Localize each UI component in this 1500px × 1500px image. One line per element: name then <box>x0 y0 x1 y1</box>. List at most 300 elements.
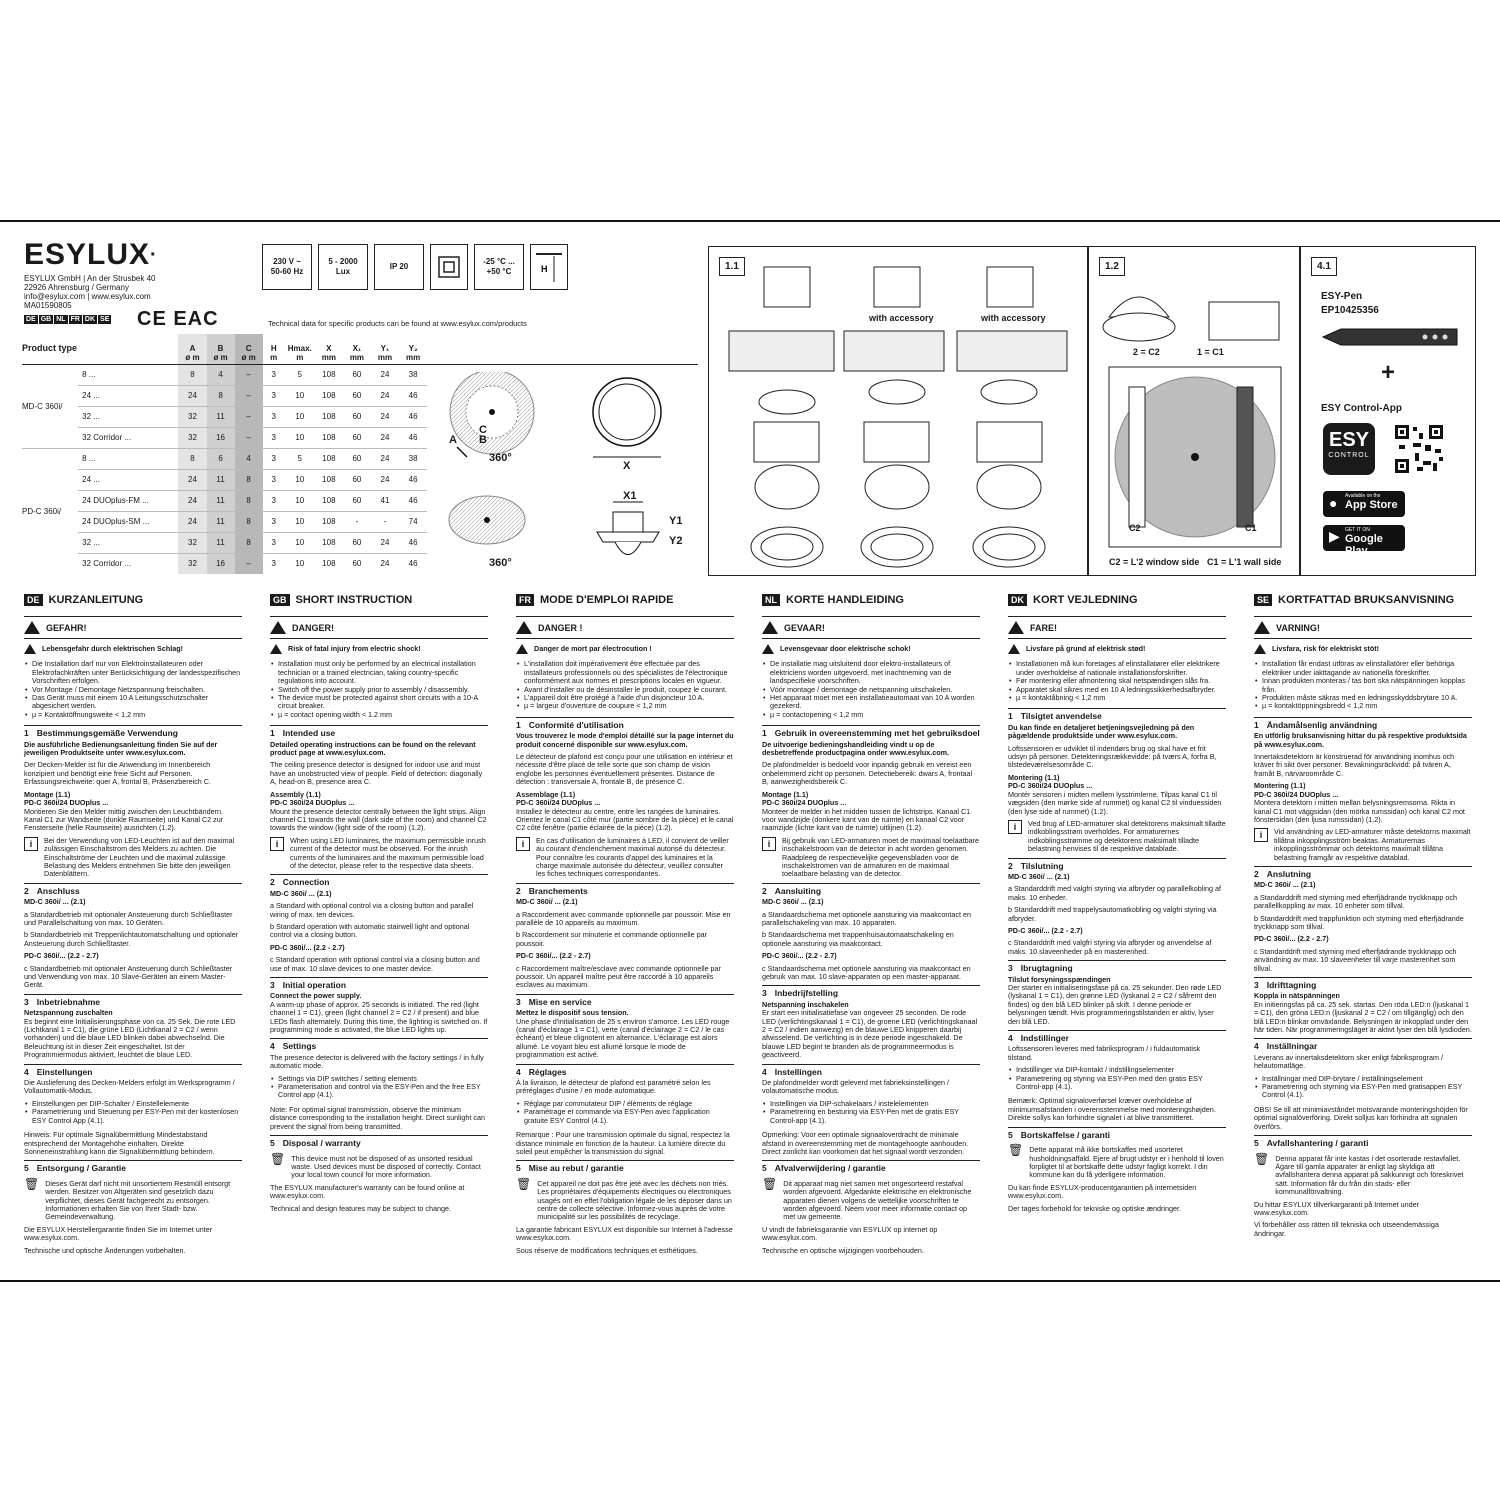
table-cell: 24 <box>178 490 206 511</box>
with-accessory-label-2: with accessory <box>981 313 1046 323</box>
c1-mapping: 1 = C1 <box>1197 347 1224 357</box>
electric-warning-icon <box>1254 644 1266 654</box>
danger-banner: DANGER! <box>270 616 488 639</box>
table-cell: 10 <box>285 469 315 490</box>
panel-number: 1.1 <box>719 257 745 276</box>
manual-note: Die ausführliche Bedienungsanleitung finden Sie auf der jeweiligen Produktseite unter www.esylux.com. <box>24 739 218 758</box>
product-label: PD-C 360i/24 DUOplus ... <box>24 798 109 808</box>
table-cell: 11 <box>207 490 235 511</box>
settings-list <box>762 1100 980 1125</box>
info-note: i En cas d'utilisation de luminaires à LED, il convient de veiller au courant d'enclenchement maximal autorisé du détecteur. Pour connaître les courants d'appel des luminaires et la charge maximale autorisée du détecteur, veuillez consulter les fiches techniques correspondantes. <box>516 837 734 879</box>
esy-control-app-label: ESY Control-App <box>1321 403 1402 414</box>
product-label: MD-C 360i/ ... (2.1) <box>762 897 824 907</box>
crossed-bin-icon: 🗑 <box>1008 1143 1024 1158</box>
protection-class-icon <box>430 244 468 290</box>
settings-list <box>1008 1066 1226 1091</box>
column-heading <box>1008 594 1226 606</box>
bullet-item: • L'appareil doit être protégé à l'aide d'un disjoncteur 10 A. <box>516 694 734 702</box>
esy-pen-icon <box>1321 325 1461 349</box>
usage-text: Loftssensoren er udviklet til indendørs brug og skal have et frit udsyn på personer. Detekteringsrækkevidde: på tværs A, forfra B, tilstedeværelsesområde C. <box>1008 743 1217 770</box>
section-heading: 5 Entsorgung / Garantie <box>24 1160 242 1175</box>
signal-note: Bemærk: Optimal signaloverførsel kræver overholdelse af minimumsafstanden i overensstemmelse med monteringshøjden. Direkte sollys kan forhindre signalet i at blive transmitteret. <box>1008 1096 1216 1123</box>
assembly-label: Montering (1.1) <box>1008 772 1060 782</box>
section-heading: 1 Bestimmungsgemäße Verwendung <box>24 725 242 740</box>
col-c: C ø m <box>235 334 263 364</box>
shock-warning: Livsfare på grund af elektrisk stød! <box>1008 644 1226 654</box>
column-heading <box>24 594 242 606</box>
language-code: NL <box>762 594 780 606</box>
table-cell: 60 <box>343 364 371 385</box>
connection-option: a Standardbetrieb mit optionaler Ansteuerung durch Schließtaster und Parallelschaltung von max. 10 Geräten. <box>24 909 233 927</box>
section-heading: 5 Mise au rebut / garantie <box>516 1160 734 1175</box>
table-cell: 11 <box>207 511 235 532</box>
language-code: DE <box>26 316 36 323</box>
crossed-bin-icon: 🗑 <box>1254 1151 1270 1166</box>
col-x1: X₁ mm <box>343 334 371 364</box>
table-cell: 60 <box>343 427 371 448</box>
section-heading: 4 Réglages <box>516 1064 734 1079</box>
column-title: KURZANLEITUNG <box>48 594 144 606</box>
label-360-bottom: 360° <box>489 557 512 569</box>
table-cell: 8 <box>178 364 206 385</box>
power-on-label: Tilslut forsyningsspændingen <box>1008 974 1111 984</box>
table-cell: 60 <box>343 532 371 553</box>
table-cell: 108 <box>315 364 343 385</box>
info-icon: i <box>762 837 776 851</box>
label-b: B <box>479 434 487 446</box>
disposal-note: 🗑 Dit apparaat mag niet samen met ongesorteerd restafval worden afgevoerd. Afgedankte elektrische en elektronische apparaten dienen volgens de wettelijke voorschriften te worden afgevoerd. Neem voor meer informatie contact op met uw gemeente. <box>762 1176 972 1222</box>
changes-note: Sous réserve de modifications techniques et esthétiques. <box>516 1245 698 1255</box>
safety-list <box>1254 660 1472 710</box>
table-cell: 32 <box>178 553 206 574</box>
startup-text: Es beginnt eine Initialisierungsphase von ca. 25 Sek. Die rote LED (Lichtkanal 1 = C1), die grüne LED (Lichtkanal 2 = C2 / wenn vorhanden) und die blaue LED blinken dabei abwechselnd. Die Beleuchtung ist in dieser Zeit eingeschaltet. Ist der Programmiermodus aktiviert, leuchtet die blaue LED. <box>24 1016 236 1060</box>
connection-option: a Standaardschema met optionele aansturing via maakcontact en parallelschakeling van max. 10 apparaten. <box>762 909 971 927</box>
warranty-text: The ESYLUX manufacturer's warranty can be found online at www.esylux.com. <box>270 1182 465 1201</box>
product-label: PD-C 360i/24 DUOplus ... <box>516 798 601 808</box>
product-family: MD-C 360i/ <box>22 364 78 448</box>
product-label: PD-C 360i/... (2.2 - 2.7) <box>24 951 99 961</box>
assembly-label: Assemblage (1.1) <box>516 789 576 799</box>
table-cell: 41 <box>371 490 399 511</box>
product-label: MD-C 360i/ ... (2.1) <box>1254 880 1316 890</box>
connection-option: c Raccordement maître/esclave avec commande optionnelle par poussoir. Un appareil maître peut être raccordé à 10 appareils esclaves au maximum. <box>516 963 721 990</box>
safety-list <box>1008 660 1226 702</box>
column-heading <box>1254 594 1472 606</box>
section-heading: 5 Bortskaffelse / garanti <box>1008 1127 1226 1142</box>
panel-number: 1.2 <box>1099 257 1125 276</box>
table-cell: 5 <box>285 364 315 385</box>
table-cell: 24 DUOplus-FM ... <box>78 490 178 511</box>
product-label: MD-C 360i/ ... (2.1) <box>270 888 332 898</box>
manual-note: Vous trouverez le mode d'emploi détaillé sur la page internet du produit concerné disponible sur www.esylux.com. <box>516 731 734 749</box>
product-label: PD-C 360i/... (2.2 - 2.7) <box>762 951 837 961</box>
table-cell: 11 <box>207 532 235 553</box>
panel-number: 4.1 <box>1311 257 1337 276</box>
table-cell: 8 <box>235 490 263 511</box>
info-note: i Bij gebruik van LED-armaturen moet de maximaal toelaatbare inschakelstroom van de detector in acht worden genomen. Raadpleeg de respectievelijke gegevensbladen voor de inschakelstromen van de armaturen en de maximaal toelaatbare belasting van de detector. <box>762 837 980 879</box>
section-heading: 4 Instellingen <box>762 1064 980 1079</box>
section-heading: 3 Initial operation <box>270 977 488 992</box>
table-cell: 3 <box>263 490 285 511</box>
manual-note: Detailed operating instructions can be found on the relevant product page at www.esylux.com. <box>270 739 476 758</box>
connection-option: c Standardbetrieb mit optionaler Ansteuerung durch Schließtaster und Verwendung von max. 10 Slave-Geräten an einem Master-Gerät. <box>24 963 233 990</box>
bullet-item: • µ = contact opening width < 1.2 mm <box>270 711 488 719</box>
settings-text: Loftssensoren leveres med fabriksprogram / i fuldautomatisk tilstand. <box>1008 1044 1201 1062</box>
column-title: KORTFATTAD BRUKSANVISNING <box>1278 594 1455 606</box>
crossed-bin-icon: 🗑 <box>24 1176 40 1191</box>
language-code: NL <box>56 316 66 323</box>
section-heading: 2 Branchements <box>516 883 734 898</box>
section-heading: 2 Anschluss <box>24 883 242 898</box>
table-cell: 32 <box>178 532 206 553</box>
table-cell: 6 <box>207 448 235 469</box>
wall-side-label: C1 = L'1 wall side <box>1207 557 1282 567</box>
language-column-dk <box>1008 594 1226 1259</box>
changes-note: Technische en optische wijzigingen voorbehouden. <box>762 1245 924 1255</box>
electric-warning-icon <box>1008 644 1020 654</box>
safety-list <box>762 660 980 719</box>
warning-icon <box>762 621 778 634</box>
qr-code-icon <box>1393 423 1445 475</box>
power-on-label: Koppla in nätspänningen <box>1254 991 1340 1001</box>
warning-icon <box>516 621 532 634</box>
table-cell: 8 ... <box>78 448 178 469</box>
product-label: PD-C 360i/24 DUOplus ... <box>1008 781 1093 791</box>
c1-label: C1 <box>1245 523 1257 533</box>
disposal-note: 🗑 Dieses Gerät darf nicht mit unsortiertem Restmüll entsorgt werden. Besitzer von Altgeräten sind gesetzlich dazu verpflichtet, dieses Gerät fachgerecht zu entsorgen. Informationen erhalten Sie von Ihrer Stadt- bzw. Gemeindeverwaltung. <box>24 1176 231 1222</box>
settings-item: • Indstillinger via DIP-kontakt / indstillingselementer <box>1008 1066 1226 1074</box>
danger-banner: GEVAAR! <box>762 616 980 639</box>
column-title: SHORT INSTRUCTION <box>295 594 413 606</box>
shock-warning: Lebensgefahr durch elektrischen Schlag! <box>24 644 242 654</box>
table-cell: – <box>235 553 263 574</box>
table-cell: – <box>235 427 263 448</box>
warranty-text: Die ESYLUX Herstellergarantie finden Sie im Internet unter www.esylux.com. <box>24 1224 213 1243</box>
column-title: KORTE HANDLEIDING <box>786 594 904 606</box>
connection-option: c Standard operation with optional control via a closing button and use of max. 10 slave devices to one master device. <box>270 955 480 973</box>
table-cell: 46 <box>399 385 427 406</box>
table-cell: 24 <box>178 511 206 532</box>
esylux-logo: ESYLUX· <box>24 238 158 271</box>
bullet-item: • µ = largeur d'ouverture de coupure < 1,2 mm <box>516 702 734 710</box>
table-cell: 108 <box>315 490 343 511</box>
table-cell: 8 <box>235 532 263 553</box>
settings-item: • Réglage par commutateur DIP / éléments de réglage <box>516 1100 734 1108</box>
app-store-badge[interactable]: ● Available on the App Store <box>1323 491 1405 517</box>
column-title: KORT VEJLEDNING <box>1033 594 1138 606</box>
table-cell: 5 <box>285 448 315 469</box>
plus-sign: + <box>1381 359 1396 386</box>
column-heading <box>270 594 488 606</box>
panel-orientation <box>1088 246 1300 576</box>
section-heading: 3 Inbetriebnahme <box>24 994 242 1009</box>
detection-diagrams <box>447 372 697 572</box>
connection-option: b Standarddrift med trappelysautomatkobling og valgfri styring via afbryder. <box>1008 905 1217 923</box>
table-cell: 108 <box>315 553 343 574</box>
settings-item: • Settings via DIP switches / setting elements <box>270 1075 488 1083</box>
table-cell: 46 <box>399 532 427 553</box>
connection-option: a Raccordement avec commande optionnelle par poussoir. Mise en parallèle de 10 appareils au maximum. <box>516 909 731 927</box>
bullet-item: • The device must be protected against short circuits with a 10-A circuit breaker. <box>270 694 488 711</box>
changes-note: Der tages forbehold for tekniske og optiske ændringer. <box>1008 1203 1181 1213</box>
c2-label: C2 <box>1129 523 1141 533</box>
table-cell: 8 <box>178 448 206 469</box>
bullet-item: • Installation must only be performed by an electrical installation technician or a trained electrician, taking country-specific regulations into account. <box>270 660 488 685</box>
assembly-text: Monteer de melder in het midden tussen de lichtstrips. Kanaal C1 voor wandzijde (donkere kant van de ruimte) en kanaal C2 voor raamzijde (lichte kant van de ruimte) uitlijnen (1.2). <box>762 806 971 833</box>
table-cell: 3 <box>263 553 285 574</box>
info-icon: i <box>270 837 284 851</box>
settings-item: • Parametrering en besturing via ESY-Pen met de gratis ESY Control-app (4.1). <box>762 1108 980 1125</box>
connection-option: a Standarddrift med valgfri styring via afbryder og parallelkobling af maks. 10 enheder. <box>1008 884 1221 902</box>
product-label: PD-C 360i/24 DUOplus ... <box>762 798 847 808</box>
table-cell: 11 <box>207 469 235 490</box>
table-cell: 24 <box>371 553 399 574</box>
bullet-item: • Het apparaat moet met een installatieautomaat van 10 A worden gezekerd. <box>762 694 980 711</box>
info-icon: i <box>1254 828 1268 842</box>
assembly-label: Assembly (1.1) <box>270 789 321 799</box>
bullet-item: • µ = kontaktöppningsbredd < 1,2 mm <box>1254 702 1472 710</box>
warranty-text: U vindt de fabrieksgarantie van ESYLUX op internet op www.esylux.com. <box>762 1224 938 1243</box>
table-cell: 108 <box>315 469 343 490</box>
connection-option: b Standard operation with automatic stairwell light and optional control via a closing button. <box>270 921 470 940</box>
product-label: PD-C 360i/... (2.2 - 2.7) <box>270 942 345 952</box>
language-column-fr <box>516 594 734 1259</box>
info-icon: i <box>516 837 530 851</box>
table-cell: 24 <box>371 469 399 490</box>
manual-note: De uitvoerige bedieningshandleiding vindt u op de desbetreffende productpagina onder www.esylux.com. <box>762 739 950 758</box>
language-code: GB <box>270 594 290 606</box>
section-heading: 5 Disposal / warranty <box>270 1135 488 1150</box>
startup-text: En initieringsfas på ca. 25 sek. startas. Den röda LED:n (ljuskanal 1 = C1), den gröna LED:n (ljuskanal 2 = C2 / om tillgänglig) och den blå LED:n blinkar omväxlande. Belysningen är inkopplad under den här tiden. När programmeringsläget är aktivt lyser den blå lysdioden. <box>1254 999 1472 1035</box>
table-cell: 16 <box>207 427 235 448</box>
table-cell: 3 <box>263 427 285 448</box>
table-cell: 24 DUOplus-SM ... <box>78 511 178 532</box>
play-icon: ▶ <box>1329 528 1340 544</box>
settings-list <box>270 1075 488 1100</box>
table-cell: – <box>235 364 263 385</box>
table-cell: 24 <box>178 469 206 490</box>
warning-icon <box>1008 621 1024 634</box>
info-note: i Bei der Verwendung von LED-Leuchten ist auf den maximal zulässigen Einschaltstrom des Melders zu achten. Die Einschaltströme der Leuchten und die maximal zulässige Belastung des Melders entnehmen Sie bitte den jeweiligen Datenblättern. <box>24 837 242 879</box>
language-column-nl <box>762 594 980 1259</box>
bullet-item: • Vóór montage / demontage de netspanning uitschakelen. <box>762 686 980 694</box>
table-cell: 10 <box>285 427 315 448</box>
connection-option: b Raccordement sur minuterie et commande optionnelle par poussoir. <box>516 930 707 948</box>
col-a: A ø m <box>178 334 206 364</box>
table-cell: - <box>371 511 399 532</box>
table-cell: 108 <box>315 385 343 406</box>
settings-item: • Paramétrage et commande via ESY-Pen avec l'application gratuite ESY Control (4.1). <box>516 1108 734 1125</box>
language-code: GB <box>40 316 52 323</box>
table-cell: 46 <box>399 490 427 511</box>
info-icon: i <box>24 837 38 851</box>
electric-warning-icon <box>516 644 528 654</box>
table-cell: 4 <box>235 448 263 469</box>
table-cell: 3 <box>263 532 285 553</box>
settings-item: • Inställningar med DIP-brytare / inställningselement <box>1254 1075 1472 1083</box>
bullet-item: • µ = contactopening < 1,2 mm <box>762 711 980 719</box>
info-note: i Ved brug af LED-armaturer skal detektorens maksimalt tilladte indkoblingsstrøm overholdes. For armaturernes indkoblingsstrømme og detektorens maksimalt tilladte belastning henvises til de respektive datablade. <box>1008 820 1226 854</box>
danger-banner: FARE! <box>1008 616 1226 639</box>
language-column-de <box>24 594 242 1259</box>
product-label: PD-C 360i/24 DUOplus ... <box>1254 789 1339 799</box>
table-cell: 3 <box>263 364 285 385</box>
electric-warning-icon <box>762 644 774 654</box>
table-cell: 16 <box>207 553 235 574</box>
voltage-spec: 230 V ~ 50-60 Hz <box>262 244 312 290</box>
with-accessory-label-1: with accessory <box>869 313 934 323</box>
signal-note: Note: For optimal signal transmission, observe the minimum distance corresponding to the installation height. Direct sunlight can prevent the signal from being transmitted. <box>270 1104 485 1131</box>
bullet-item: • Apparatet skal sikres med en 10 A ledningssikkerhedsafbryder. <box>1008 686 1226 694</box>
section-heading: 2 Tilslutning <box>1008 858 1226 873</box>
section-heading: 4 Einstellungen <box>24 1064 242 1079</box>
label-y2: Y2 <box>669 535 683 547</box>
apple-icon: ● <box>1329 495 1338 511</box>
section-heading: 3 Ibrugtagning <box>1008 960 1226 975</box>
table-cell: 3 <box>263 448 285 469</box>
table-cell: 24 <box>178 385 206 406</box>
disposal-note: 🗑 Cet appareil ne doit pas être jeté avec les déchets non triés. Les propriétaires d'équipements électriques ou électroniques usagés ont en effet l'obligation légale de les déposer dans un centre de collecte sélective. Informez-vous auprès de votre municipalité sur les possibilités de recyclage. <box>516 1176 732 1222</box>
c2-mapping: 2 = C2 <box>1133 347 1160 357</box>
startup-text: Une phase d'initialisation de 25 s environ s'amorce. Les LED rouge (canal d'éclairage 1 = C1), verte (canal d'éclairage 2 = C2 / le cas échéant) et bleue clignotent en alternance. L'éclairage est alors allumé. Le voyant bleu est allumé lorsque le mode de programmation est activé. <box>516 1016 730 1060</box>
section-heading: 2 Anslutning <box>1254 866 1472 881</box>
section-heading: 1 Tilsigtet anvendelse <box>1008 708 1226 723</box>
column-heading <box>516 594 734 606</box>
disposal-note: 🗑 Dette apparat må ikke bortskaffes med usorteret husholdningsaffald. Ejere af brugt udstyr er i henhold til loven forpligtet til at bortskaffe dette udstyr fagligt korrekt. I din kommune kan du få yderligere information. <box>1008 1143 1224 1180</box>
table-cell: 108 <box>315 511 343 532</box>
table-cell: 24 <box>371 448 399 469</box>
table-cell: 4 <box>207 364 235 385</box>
table-cell: 60 <box>343 448 371 469</box>
power-on-label: Netspanning inschakelen <box>762 999 849 1009</box>
section-heading: 1 Intended use <box>270 725 488 740</box>
table-cell: 32 ... <box>78 406 178 427</box>
connection-option: c Standarddrift med valgfri styring via afbryder og anvendelse af maks. 10 slaveenheder på en masterenhed. <box>1008 938 1212 956</box>
electric-warning-icon <box>270 644 282 654</box>
section-heading: 4 Inställningar <box>1254 1038 1472 1053</box>
esy-pen-label: ESY-Pen <box>1321 291 1363 302</box>
window-side-label: C2 = L'2 window side <box>1109 557 1200 567</box>
settings-list <box>1254 1075 1472 1100</box>
section-heading: 4 Settings <box>270 1038 488 1053</box>
shock-warning: Livsfara, risk för elektriskt stöt! <box>1254 644 1472 654</box>
language-column-gb <box>270 594 488 1259</box>
warning-icon <box>1254 621 1270 634</box>
crossed-bin-icon: 🗑 <box>516 1176 532 1191</box>
danger-banner: VARNING! <box>1254 616 1472 639</box>
table-cell: 8 <box>207 385 235 406</box>
table-cell: 32 <box>178 406 206 427</box>
bullet-item: • L'installation doit impérativement être effectuée par des installateurs professionnels ou des spécialistes de l'électronique conformément aux normes et prescriptions locales en vigueur. <box>516 660 734 685</box>
signal-note: Hinweis: Für optimale Signalübermittlung Mindestabstand entsprechend der Montagehöhe einhalten. Direkte Sonneneinstrahlung kann die Signalübermittlung behindern. <box>24 1130 215 1156</box>
connection-option: c Standarddrift med styrning med efterfjädrande tryckknapp och användning av max. 10 slaveenheter till varje masterenhet som tillval. <box>1254 946 1457 973</box>
table-cell: 38 <box>399 364 427 385</box>
bullet-item: • µ = Kontaktöffnungsweite < 1,2 mm <box>24 711 242 719</box>
section-heading: 2 Connection <box>270 874 488 889</box>
label-x: X <box>623 460 631 472</box>
product-label: PD-C 360i/... (2.2 - 2.7) <box>1254 934 1329 944</box>
shock-warning: Risk of fatal injury from electric shock! <box>270 644 488 654</box>
bullet-item: • Die Installation darf nur von Elektroinstallateuren oder Elektrofachkräften unter Berücksichtigung der landesspezifischen Vorschriften erfolgen. <box>24 660 242 685</box>
col-y1: Y₁ mm <box>371 334 399 364</box>
safety-list <box>270 660 488 719</box>
table-cell: - <box>343 511 371 532</box>
startup-text: A warm-up phase of approx. 25 seconds is initiated. The red (light channel 1 = C1), green (light channel 2 = C2 / if present) and blue LEDs flash alternately. During this time, the lighting is switched on. If programming mode is activated, the blue LED lights up. <box>270 999 488 1035</box>
warning-icon <box>270 621 286 634</box>
table-cell: 108 <box>315 427 343 448</box>
assembly-text: Installez le détecteur au centre, entre les rangées de luminaires. Orientez le canal C1 côté mur (partie sombre de la pièce) et le canal C2 côté fenêtre (partie éclairée de la pièce) (1.2). <box>516 806 734 833</box>
manual-note: En utförlig bruksanvisning hittar du på respektive produktsida på www.esylux.com. <box>1254 731 1467 749</box>
warning-icon <box>24 621 40 634</box>
bullet-item: • µ = kontaktåbning < 1,2 mm <box>1008 694 1226 702</box>
product-label: MD-C 360i/ ... (2.1) <box>24 897 86 907</box>
settings-item: • Parametrierung und Steuerung per ESY-Pen mit der kostenlosen ESY Control App (4.1). <box>24 1108 242 1125</box>
connection-option: a Standarddrift med styrning med efterfjädrande tryckknapp och parallellkoppling av max. 10 enheter som tillval. <box>1254 892 1457 911</box>
table-cell: 24 ... <box>78 385 178 406</box>
signal-note: OBS! Se till att minimiavståndet motsvarande monteringshöjden för optimal signalöverföring. Direkt solljus kan förhindra att signalen överförs. <box>1254 1104 1468 1131</box>
table-cell: 24 <box>371 385 399 406</box>
settings-text: De plafondmelder wordt geleverd met fabrieksinstellingen / volautomatische modus. <box>762 1078 949 1096</box>
bullet-item: • Innan produkten monteras / tas bort ska nätspänningen kopplas från. <box>1254 677 1472 694</box>
table-cell: 46 <box>399 469 427 490</box>
label-y1: Y1 <box>669 515 683 527</box>
connection-option: c Standaardschema met optionele aansturing via maakcontact en gebruik van max. 10 slave-apparaten op een master-apparaat. <box>762 963 971 981</box>
table-cell: 10 <box>285 511 315 532</box>
settings-item: • Instellingen via DIP-schakelaars / instelelementen <box>762 1100 980 1108</box>
label-c: C <box>479 424 487 436</box>
google-play-badge[interactable]: ▶ GET IT ON Google Play <box>1323 525 1405 551</box>
startup-text: Der starter en initialiseringsfase på ca. 25 sekunder. Den røde LED (lyskanal 1 = C1), den grønne LED (lyskanal 2 = C2 / såfremt den findes) og den blå LED blinker på skift. I denne periode er belysningen tændt. Hvis programmeringstilstanden er aktiv, lyser den blå LED. <box>1008 983 1222 1026</box>
product-family: PD-C 360i/ <box>22 448 78 574</box>
language-code: SE <box>1254 594 1272 606</box>
table-cell: 32 Corridor ... <box>78 553 178 574</box>
svg-text:H: H <box>541 264 548 274</box>
changes-note: Vi förbehåller oss rätten till tekniska och utseendemässiga ändringar. <box>1254 1220 1439 1238</box>
safety-list <box>516 660 734 710</box>
section-heading: 5 Avfallshantering / garanti <box>1254 1135 1472 1150</box>
bullet-item: • Switch off the power supply prior to assembly / disassembly. <box>270 686 488 694</box>
section-heading: 2 Aansluiting <box>762 883 980 898</box>
table-cell: 10 <box>285 406 315 427</box>
language-code: DE <box>24 594 43 606</box>
connection-option: b Standaardschema met trappenhuisautomaatschakeling en optionele aansturing via maakcontact. <box>762 930 954 948</box>
settings-text: Die Auslieferung des Decken-Melders erfolgt im Werksprogramm / Vollautomatik-Modus. <box>24 1078 235 1096</box>
col-h: H m <box>263 334 285 364</box>
esy-control-app-icon: ESY CONTROL <box>1323 423 1375 475</box>
usage-text: De plafondmelder is bedoeld voor inpandig gebruik en vereist een onbelemmerd zicht op personen. Detectiebereik: dwars A, frontaal B, aanwezigheidsbereik C. <box>762 760 973 787</box>
usage-text: Der Decken-Melder ist für die Anwendung im Innenbereich konzipiert und benötigt eine freie Sicht auf Personen. Erfassungsreichweite: quer A, frontal B, Präsenzbereich C. <box>24 760 211 787</box>
settings-item: • Einstellungen per DIP-Schalter / Einstellelemente <box>24 1100 242 1108</box>
panel-app <box>1300 246 1476 576</box>
table-cell: 32 ... <box>78 532 178 553</box>
language-code: DK <box>1008 594 1027 606</box>
label-x1: X1 <box>623 490 637 502</box>
language-columns <box>24 594 1476 1259</box>
table-cell: 46 <box>399 427 427 448</box>
instruction-sheet <box>0 220 1500 1282</box>
safety-list <box>24 660 242 719</box>
bullet-item: • Vor Montage / Demontage Netzspannung freischalten. <box>24 686 242 694</box>
language-code: SE <box>100 316 110 323</box>
shock-warning: Levensgevaar door elektrische schok! <box>762 644 980 654</box>
warranty-text: Du hittar ESYLUX tillverkargaranti på Internet under www.esylux.com. <box>1254 1199 1419 1217</box>
section-heading: 3 Idrifttagning <box>1254 977 1472 992</box>
startup-text: Er start een initialisatiefase van ongeveer 25 seconden. De rode LED (verlichtingskanaal 1 = C1), de groene LED (verlichtingskanaal 2 = C2 / indien aanwezig) en de blauwe LED knipperen daarbij afwisselend. De verlichting is in deze periode ingeschakeld. De blauwe LED begint te branden als de programmeermodus is geactiveerd. <box>762 1008 978 1060</box>
connection-option: b Standarddrift med trappfunktion och styrning med efterfjädrande tryckknapp som tillval. <box>1254 913 1464 931</box>
table-cell: – <box>235 385 263 406</box>
table-cell: 24 <box>371 406 399 427</box>
product-label: PD-C 360i/... (2.2 - 2.7) <box>1008 925 1083 935</box>
